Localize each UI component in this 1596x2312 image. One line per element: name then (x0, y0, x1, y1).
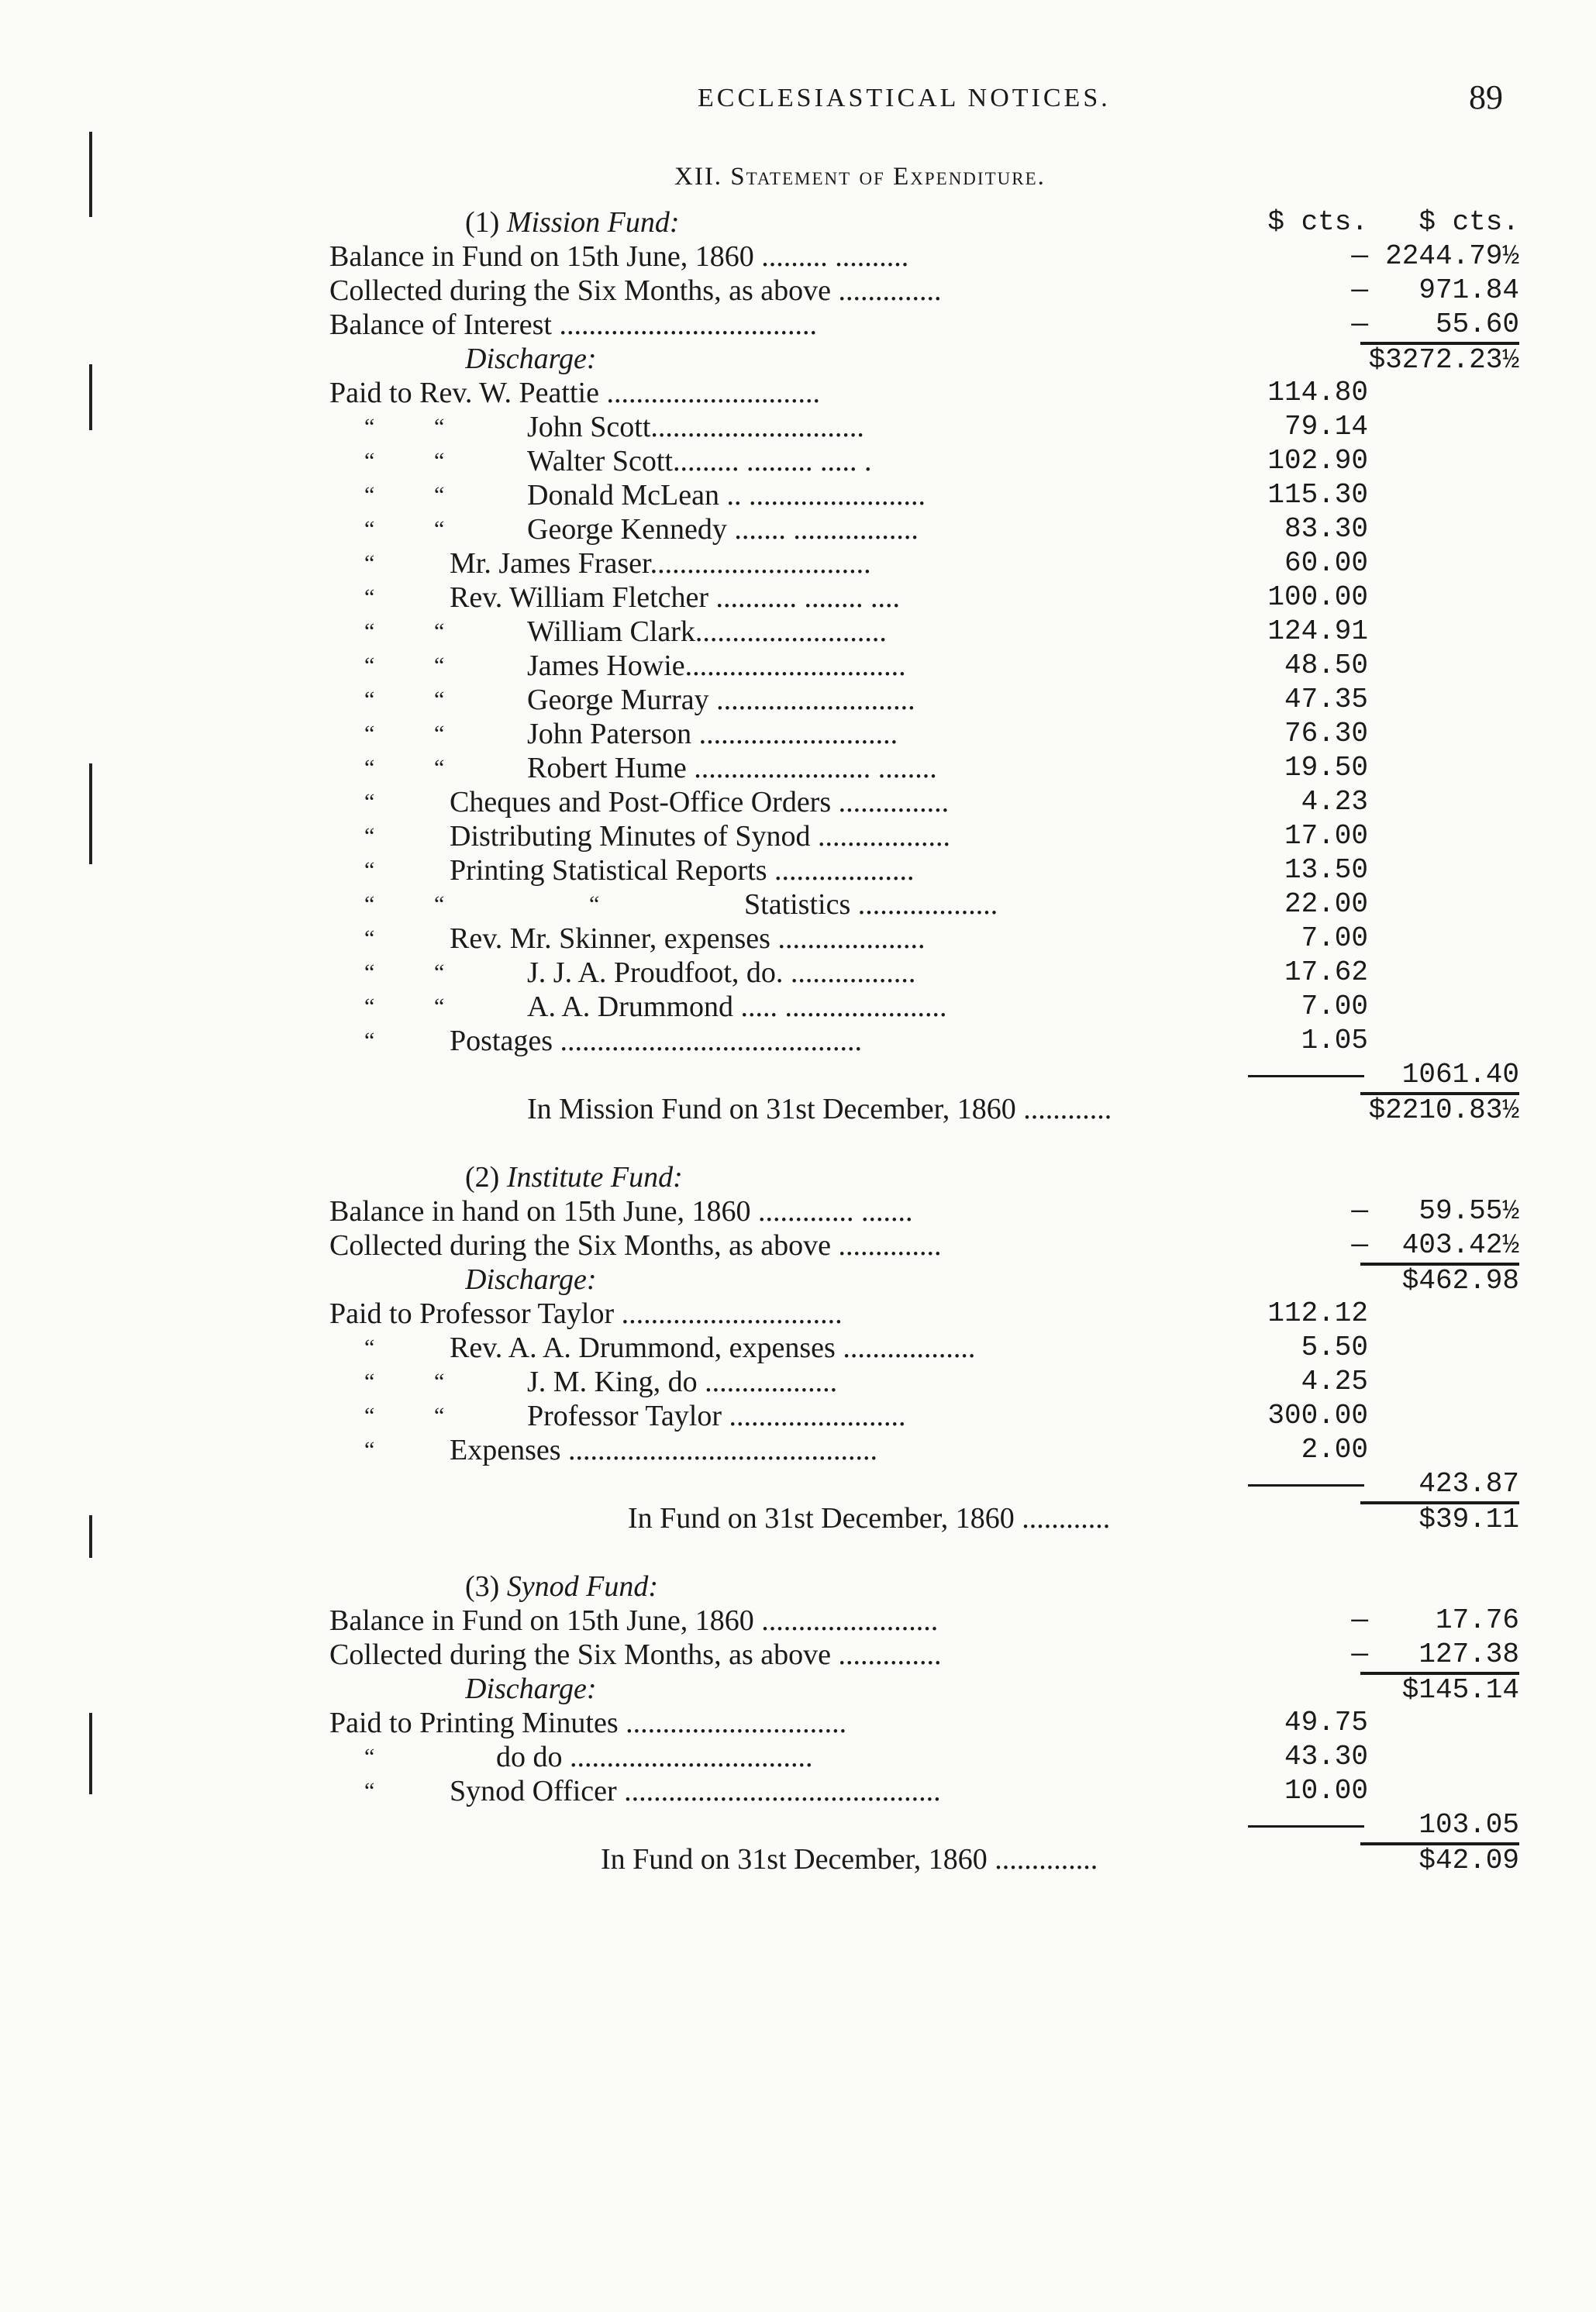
entry-label: Balance of Interest ................................... (329, 308, 817, 341)
fund-subtotal: $462.98 (1360, 1263, 1519, 1297)
entry-label: Paid to Printing Minutes .............................. (329, 1707, 847, 1739)
discharge-label: Discharge: (465, 1263, 597, 1296)
entry-amount: 100.00 (1267, 581, 1368, 613)
ditto-mark: “ (364, 687, 375, 712)
ditto-mark: “ (364, 789, 375, 815)
column-header-c1: $ cts. (1267, 206, 1368, 238)
ditto-mark: “ (364, 891, 375, 917)
entry-amount: 49.75 (1284, 1707, 1368, 1738)
expenditure-table (0, 205, 1596, 1876)
table-row (0, 922, 1596, 956)
entry-label: Cheques and Post-Office Orders ............... (450, 786, 950, 818)
entry-label: Paid to Professor Taylor .............................. (329, 1297, 843, 1330)
ditto-mark: “ (434, 755, 445, 780)
table-row (0, 956, 1596, 990)
ditto-mark: “ (364, 1369, 375, 1394)
ditto-mark: “ (364, 414, 375, 439)
fund-heading (465, 1569, 658, 1604)
closing-balance-label: In Fund on 31st December, 1860 .............. (601, 1843, 1098, 1876)
ditto-mark: “ (364, 1028, 375, 1053)
entry-label: William Clark.......................... (527, 615, 887, 648)
entry-amount: 17.62 (1284, 956, 1368, 988)
fund-subtotal: $3272.23½ (1360, 342, 1519, 376)
margin-mark (89, 763, 92, 864)
table-row (0, 819, 1596, 853)
table-row (0, 1638, 1596, 1672)
table-row (0, 1194, 1596, 1228)
entry-amount: 300.00 (1267, 1400, 1368, 1432)
closing-balance-label: In Fund on 31st December, 1860 ............ (628, 1502, 1111, 1535)
section-title: XII. Statement of Expenditure. (674, 163, 1046, 191)
ditto-mark: “ (364, 721, 375, 746)
ditto-mark: “ (434, 687, 445, 712)
entry-amount: 55.60 (1435, 308, 1519, 340)
closing-balance: $2210.83½ (1360, 1092, 1519, 1126)
entry-label: Balance in Fund on 15th June, 1860 ......... .......... (329, 240, 909, 273)
table-row (0, 683, 1596, 717)
fund-name: Synod Fund: (506, 1570, 659, 1603)
total-rule (1248, 1484, 1364, 1487)
table-row (0, 1365, 1596, 1399)
ditto-mark: “ (434, 1403, 445, 1428)
entry-label: Rev. William Fletcher ........... ........ .... (450, 581, 901, 614)
table-row (0, 615, 1596, 649)
entry-amount: 7.00 (1301, 922, 1368, 954)
table-row (0, 1263, 1596, 1297)
table-row (0, 1126, 1596, 1160)
ditto-mark: “ (364, 448, 375, 474)
ditto-mark: “ (364, 1403, 375, 1428)
entry-amount: 5.50 (1301, 1332, 1368, 1363)
ditto-mark: “ (364, 960, 375, 985)
table-row (0, 1092, 1596, 1126)
entry-label: Synod Officer ........................................... (450, 1775, 941, 1807)
ditto-mark: “ (364, 550, 375, 576)
ditto-mark: “ (434, 653, 445, 678)
table-row (0, 853, 1596, 887)
table-row (0, 274, 1596, 308)
ditto-mark: “ (364, 755, 375, 780)
discharge-label: Discharge: (465, 1673, 597, 1705)
table-row (0, 1842, 1596, 1876)
table-row (0, 1604, 1596, 1638)
table-row (0, 751, 1596, 785)
closing-balance: $39.11 (1360, 1501, 1519, 1535)
table-row (0, 1808, 1596, 1842)
entry-amount: 124.91 (1267, 615, 1368, 647)
entry-label: John Paterson ........................... (527, 718, 898, 750)
entry-amount: — (1351, 240, 1368, 272)
entry-amount: — (1351, 1229, 1368, 1261)
table-row (0, 205, 1596, 239)
table-row (0, 1569, 1596, 1604)
ditto-mark: “ (589, 891, 600, 917)
entry-label: George Kennedy ....... ................. (527, 513, 919, 546)
ditto-mark: “ (434, 516, 445, 542)
table-row (0, 1774, 1596, 1808)
entry-label: Distributing Minutes of Synod .................. (450, 820, 951, 853)
entry-amount: — (1351, 274, 1368, 306)
entry-label: James Howie.............................. (527, 649, 906, 682)
discharge-total: 1061.40 (1401, 1059, 1519, 1091)
entry-amount: — (1351, 1604, 1368, 1636)
table-row (0, 342, 1596, 376)
closing-balance: $42.09 (1360, 1842, 1519, 1876)
entry-amount: 1.05 (1301, 1025, 1368, 1056)
table-row (0, 1706, 1596, 1740)
entry-amount: 59.55½ (1418, 1195, 1519, 1227)
margin-mark (89, 132, 92, 217)
table-row (0, 1331, 1596, 1365)
entry-amount: 2244.79½ (1385, 240, 1519, 272)
ditto-mark: “ (364, 994, 375, 1019)
ditto-mark: “ (364, 1778, 375, 1804)
fund-name: Mission Fund: (506, 206, 680, 239)
entry-label: Rev. A. A. Drummond, expenses .................. (450, 1332, 976, 1364)
entry-label: Mr. James Fraser.............................. (450, 547, 871, 580)
entry-amount: 17.76 (1435, 1604, 1519, 1636)
ditto-mark: “ (364, 516, 375, 542)
ditto-mark: “ (364, 857, 375, 883)
discharge-total: 103.05 (1418, 1809, 1519, 1841)
ditto-mark: “ (434, 448, 445, 474)
entry-label: Postages ......................................... (450, 1025, 862, 1057)
ditto-mark: “ (434, 721, 445, 746)
entry-amount: 43.30 (1284, 1741, 1368, 1773)
entry-label: Expenses .......................................... (450, 1434, 878, 1466)
entry-amount: — (1351, 308, 1368, 340)
margin-mark (89, 1515, 92, 1558)
entry-amount: — (1351, 1638, 1368, 1670)
entry-label: Balance in hand on 15th June, 1860 ............. ....... (329, 1195, 913, 1228)
ditto-mark: “ (364, 1437, 375, 1463)
ditto-mark: “ (434, 482, 445, 508)
ditto-mark: “ (434, 960, 445, 985)
ditto-mark: “ (364, 584, 375, 610)
fund-name: Institute Fund: (506, 1161, 683, 1194)
discharge-label: Discharge: (465, 343, 597, 375)
table-row (0, 512, 1596, 546)
entry-amount: 971.84 (1418, 274, 1519, 306)
table-row (0, 308, 1596, 342)
margin-mark (89, 364, 92, 430)
column-header-c2: $ cts. (1418, 206, 1519, 238)
entry-label: John Scott............................. (527, 411, 864, 443)
table-row (0, 1501, 1596, 1535)
ditto-mark: “ (434, 414, 445, 439)
entry-label: J. M. King, do .................. (527, 1366, 838, 1398)
entry-amount: 403.42½ (1401, 1229, 1519, 1261)
entry-label: Professor Taylor ........................ (527, 1400, 906, 1432)
entry-label: do do ................................. (496, 1741, 813, 1773)
entry-amount: 7.00 (1301, 991, 1368, 1022)
entry-label: Walter Scott......... ......... ..... . (527, 445, 872, 477)
ditto-mark: “ (364, 1335, 375, 1360)
table-row (0, 239, 1596, 274)
entry-label: Paid to Rev. W. Peattie ............................. (329, 377, 820, 409)
ditto-mark: “ (364, 925, 375, 951)
table-row (0, 990, 1596, 1024)
entry-amount: 17.00 (1284, 820, 1368, 852)
table-row (0, 444, 1596, 478)
entry-label: A. A. Drummond ..... ...................... (527, 991, 947, 1023)
entry-amount: 102.90 (1267, 445, 1368, 477)
fund-subtotal: $145.14 (1360, 1672, 1519, 1706)
entry-amount: 127.38 (1418, 1638, 1519, 1670)
table-row (0, 581, 1596, 615)
table-row (0, 1535, 1596, 1569)
margin-mark (89, 1713, 92, 1794)
table-row (0, 1228, 1596, 1263)
table-row (0, 1297, 1596, 1331)
page-header (0, 78, 1596, 124)
table-row (0, 1024, 1596, 1058)
entry-label: Statistics ................... (744, 888, 998, 921)
total-rule (1248, 1075, 1364, 1077)
ditto-mark: “ (434, 891, 445, 917)
discharge-total: 423.87 (1418, 1468, 1519, 1500)
entry-amount: 13.50 (1284, 854, 1368, 886)
table-row (0, 1058, 1596, 1092)
table-row (0, 1160, 1596, 1194)
entry-amount: 115.30 (1267, 479, 1368, 511)
fund-number: (3) (465, 1570, 500, 1603)
entry-amount: 114.80 (1267, 377, 1368, 408)
entry-amount: 22.00 (1284, 888, 1368, 920)
entry-amount: 79.14 (1284, 411, 1368, 443)
page-number: 89 (1469, 78, 1503, 116)
ditto-mark: “ (434, 1369, 445, 1394)
table-row (0, 887, 1596, 922)
entry-label: Collected during the Six Months, as above .............. (329, 1638, 942, 1671)
entry-label: Donald McLean .. ........................ (527, 479, 926, 512)
running-title: ECCLESIASTICAL NOTICES. (698, 84, 1111, 112)
entry-amount: 19.50 (1284, 752, 1368, 784)
fund-heading (465, 205, 680, 239)
entry-label: Rev. Mr. Skinner, expenses .................... (450, 922, 926, 955)
entry-amount: 47.35 (1284, 684, 1368, 715)
entry-amount: 48.50 (1284, 649, 1368, 681)
entry-amount: 83.30 (1284, 513, 1368, 545)
table-row (0, 1467, 1596, 1501)
table-row (0, 546, 1596, 581)
ditto-mark: “ (434, 994, 445, 1019)
entry-amount: 10.00 (1284, 1775, 1368, 1807)
entry-amount: 2.00 (1301, 1434, 1368, 1466)
entry-label: Collected during the Six Months, as above .............. (329, 274, 942, 307)
ditto-mark: “ (364, 1744, 375, 1769)
table-row (0, 478, 1596, 512)
table-row (0, 649, 1596, 683)
ditto-mark: “ (364, 653, 375, 678)
entry-amount: 4.25 (1301, 1366, 1368, 1397)
entry-amount: 76.30 (1284, 718, 1368, 749)
entry-label: Collected during the Six Months, as above .............. (329, 1229, 942, 1262)
table-row (0, 376, 1596, 410)
entry-label: Balance in Fund on 15th June, 1860 ........................ (329, 1604, 939, 1637)
entry-label: Printing Statistical Reports ................... (450, 854, 915, 887)
table-row (0, 1433, 1596, 1467)
entry-amount: 4.23 (1301, 786, 1368, 818)
ditto-mark: “ (364, 823, 375, 849)
table-row (0, 717, 1596, 751)
table-row (0, 785, 1596, 819)
fund-heading (465, 1160, 683, 1194)
ditto-mark: “ (364, 618, 375, 644)
table-row (0, 1740, 1596, 1774)
table-row (0, 410, 1596, 444)
ditto-mark: “ (434, 618, 445, 644)
entry-label: George Murray ........................... (527, 684, 915, 716)
entry-label: Robert Hume ........................ ........ (527, 752, 937, 784)
table-row (0, 1672, 1596, 1706)
total-rule (1248, 1825, 1364, 1828)
ditto-mark: “ (364, 482, 375, 508)
fund-number: (2) (465, 1161, 500, 1194)
entry-amount: 112.12 (1267, 1297, 1368, 1329)
entry-amount: 60.00 (1284, 547, 1368, 579)
table-row (0, 1399, 1596, 1433)
closing-balance-label: In Mission Fund on 31st December, 1860 ............ (527, 1093, 1112, 1125)
fund-number: (1) (465, 206, 500, 239)
entry-label: J. J. A. Proudfoot, do. ................. (527, 956, 916, 989)
entry-amount: — (1351, 1195, 1368, 1227)
